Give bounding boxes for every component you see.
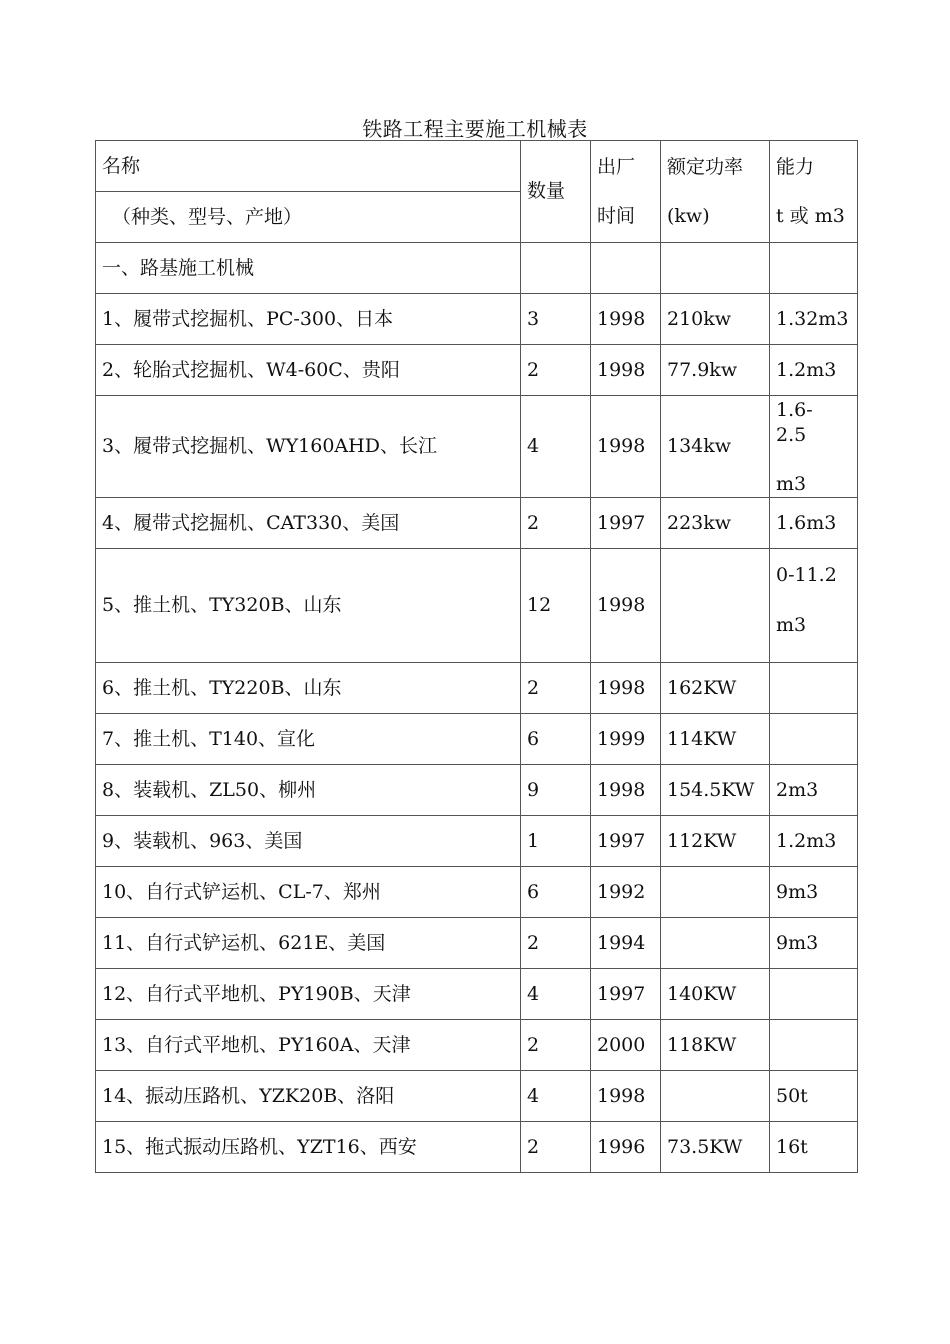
cell-year: 2000 <box>591 1020 661 1071</box>
table-row <box>96 1020 858 1071</box>
cell-qty: 2 <box>521 663 591 714</box>
cell-name: 11、自行式铲运机、621E、美国 <box>96 918 521 969</box>
cell-capacity: 9m3 <box>770 867 858 918</box>
cell-capacity-line1: 1.6- <box>776 399 813 421</box>
cell-year: 1997 <box>591 498 661 549</box>
cell-capacity: 16t <box>770 1122 858 1173</box>
cell-name: 10、自行式铲运机、CL-7、郑州 <box>96 867 521 918</box>
header-qty: 数量 <box>521 141 591 243</box>
cell-capacity: 1.2m3 <box>770 345 858 396</box>
cell-qty: 2 <box>521 918 591 969</box>
header-capacity-line2: t 或 m3 <box>776 204 845 227</box>
cell-capacity: 2m3 <box>770 765 858 816</box>
cell-capacity: 1.2m3 <box>770 816 858 867</box>
cell-power: 162KW <box>661 663 770 714</box>
cell-qty: 9 <box>521 765 591 816</box>
cell-power <box>661 549 770 663</box>
table-row <box>96 345 858 396</box>
cell-power <box>661 1071 770 1122</box>
cell-capacity-line2: m3 <box>776 614 807 636</box>
cell-name: 1、履带式挖掘机、PC-300、日本 <box>96 294 521 345</box>
cell-qty: 4 <box>521 1071 591 1122</box>
table-row <box>96 294 858 345</box>
table-row <box>96 867 858 918</box>
header-capacity-line1: 能力 <box>776 155 815 178</box>
table-row <box>96 969 858 1020</box>
header-power-line1: 额定功率 <box>667 155 744 178</box>
cell-capacity: 1.6m3 <box>770 498 858 549</box>
cell-capacity: 9m3 <box>770 918 858 969</box>
section-row <box>96 243 858 294</box>
cell-capacity <box>770 1020 858 1071</box>
cell-qty: 3 <box>521 294 591 345</box>
section-title: 一、路基施工机械 <box>96 243 521 294</box>
cell-power: 77.9kw <box>661 345 770 396</box>
cell-year: 1998 <box>591 294 661 345</box>
document-title: 铁路工程主要施工机械表 <box>362 117 588 141</box>
cell-capacity <box>770 549 858 663</box>
cell-name: 3、履带式挖掘机、WY160AHD、长江 <box>96 396 521 498</box>
header-power-line2: (kw) <box>667 204 710 227</box>
cell-name: 14、振动压路机、YZK20B、洛阳 <box>96 1071 521 1122</box>
table-row <box>96 549 858 663</box>
header-power <box>661 141 770 243</box>
table-row <box>96 765 858 816</box>
cell-name: 8、装载机、ZL50、柳州 <box>96 765 521 816</box>
cell-year: 1997 <box>591 969 661 1020</box>
cell-qty: 6 <box>521 714 591 765</box>
cell-power: 118KW <box>661 1020 770 1071</box>
cell-capacity-line2: 2.5 <box>776 424 807 446</box>
cell-qty: 2 <box>521 1122 591 1173</box>
cell-capacity <box>770 396 858 498</box>
cell-qty: 4 <box>521 396 591 498</box>
table-row <box>96 1071 858 1122</box>
cell-year: 1998 <box>591 549 661 663</box>
cell-year: 1998 <box>591 1071 661 1122</box>
cell-year: 1996 <box>591 1122 661 1173</box>
cell-power: 134kw <box>661 396 770 498</box>
cell-power <box>661 918 770 969</box>
cell-qty: 6 <box>521 867 591 918</box>
cell-power: 140KW <box>661 969 770 1020</box>
cell-name: 4、履带式挖掘机、CAT330、美国 <box>96 498 521 549</box>
header-row <box>96 141 858 192</box>
table-row <box>96 1122 858 1173</box>
table-row <box>96 714 858 765</box>
table-row <box>96 918 858 969</box>
cell-power: 223kw <box>661 498 770 549</box>
cell-year: 1994 <box>591 918 661 969</box>
cell-capacity <box>770 714 858 765</box>
cell-year: 1998 <box>591 765 661 816</box>
cell-power <box>661 867 770 918</box>
cell-power: 114KW <box>661 714 770 765</box>
table-row <box>96 663 858 714</box>
header-year-line2: 时间 <box>597 204 636 227</box>
header-name-sub: （种类、型号、产地） <box>96 192 521 243</box>
cell-qty: 12 <box>521 549 591 663</box>
cell-power: 73.5KW <box>661 1122 770 1173</box>
cell-name: 7、推土机、T140、宣化 <box>96 714 521 765</box>
cell-year: 1998 <box>591 663 661 714</box>
table-row <box>96 816 858 867</box>
cell-qty: 2 <box>521 498 591 549</box>
cell-capacity: 1.32m3 <box>770 294 858 345</box>
cell-power: 154.5KW <box>661 765 770 816</box>
cell-capacity-line1: 0-11.2 <box>776 564 837 586</box>
cell-name: 9、装载机、963、美国 <box>96 816 521 867</box>
cell-name: 13、自行式平地机、PY160A、天津 <box>96 1020 521 1071</box>
cell-name: 2、轮胎式挖掘机、W4-60C、贵阳 <box>96 345 521 396</box>
table-row <box>96 498 858 549</box>
header-year <box>591 141 661 243</box>
header-capacity <box>770 141 858 243</box>
cell-name: 12、自行式平地机、PY190B、天津 <box>96 969 521 1020</box>
cell-capacity: 50t <box>770 1071 858 1122</box>
cell-year: 1992 <box>591 867 661 918</box>
cell-name: 6、推土机、TY220B、山东 <box>96 663 521 714</box>
cell-name: 5、推土机、TY320B、山东 <box>96 549 521 663</box>
cell-qty: 1 <box>521 816 591 867</box>
cell-capacity-line3: m3 <box>776 473 807 495</box>
cell-qty: 4 <box>521 969 591 1020</box>
cell-year: 1998 <box>591 345 661 396</box>
cell-year: 1999 <box>591 714 661 765</box>
cell-capacity <box>770 663 858 714</box>
cell-qty: 2 <box>521 1020 591 1071</box>
cell-power: 112KW <box>661 816 770 867</box>
table-row <box>96 396 858 498</box>
header-name: 名称 <box>96 141 521 192</box>
cell-year: 1998 <box>591 396 661 498</box>
cell-name: 15、拖式振动压路机、YZT16、西安 <box>96 1122 521 1173</box>
header-year-line1: 出厂 <box>597 155 636 178</box>
cell-qty: 2 <box>521 345 591 396</box>
cell-capacity <box>770 969 858 1020</box>
cell-power: 210kw <box>661 294 770 345</box>
machinery-table <box>95 140 858 1173</box>
cell-year: 1997 <box>591 816 661 867</box>
